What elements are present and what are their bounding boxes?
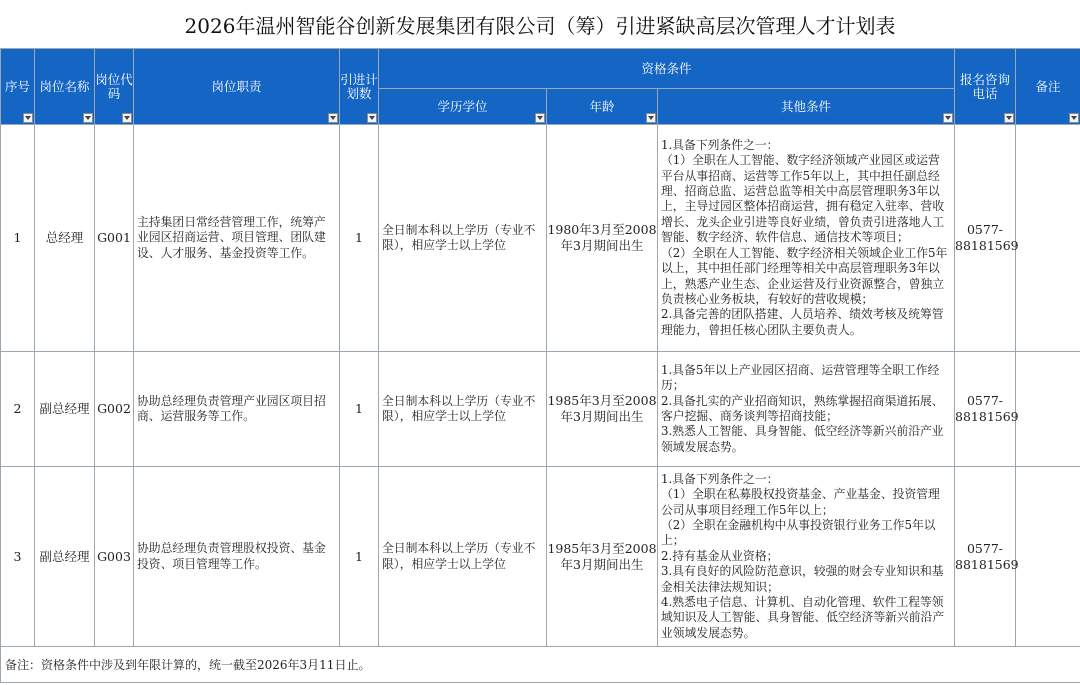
header-qualifications: 资格条件 xyxy=(379,49,955,89)
talent-plan-table xyxy=(0,48,1080,683)
header-duties[interactable]: 岗位职责 xyxy=(134,49,340,125)
cell-position-code[interactable]: G003 xyxy=(95,467,134,647)
table-row xyxy=(1,467,1080,647)
cell-remark[interactable] xyxy=(1016,352,1080,467)
filter-dropdown-icon[interactable] xyxy=(122,113,132,123)
header-position-name[interactable]: 岗位名称 xyxy=(35,49,95,125)
filter-dropdown-icon[interactable] xyxy=(23,113,33,123)
cell-education[interactable]: 全日制本科以上学历（专业不限），相应学士以上学位 xyxy=(379,352,547,467)
cell-age[interactable]: 1980年3月至2008年3月期间出生 xyxy=(547,125,658,352)
cell-plan-count[interactable]: 1 xyxy=(340,125,379,352)
header-seq[interactable]: 序号 xyxy=(1,49,35,125)
filter-dropdown-icon[interactable] xyxy=(1004,113,1014,123)
filter-dropdown-icon[interactable] xyxy=(535,113,545,123)
cell-education[interactable]: 全日制本科以上学历（专业不限），相应学士以上学位 xyxy=(379,467,547,647)
cell-position-name[interactable]: 副总经理 xyxy=(35,352,95,467)
header-phone[interactable]: 报名咨询电话 xyxy=(955,49,1016,125)
filter-dropdown-icon[interactable] xyxy=(1069,113,1079,123)
filter-dropdown-icon[interactable] xyxy=(83,113,93,123)
cell-age[interactable]: 1985年3月至2008年3月期间出生 xyxy=(547,467,658,647)
filter-dropdown-icon[interactable] xyxy=(328,113,338,123)
cell-plan-count[interactable]: 1 xyxy=(340,352,379,467)
cell-duties[interactable]: 协助总经理负责管理产业园区项目招商、运营服务等工作。 xyxy=(134,352,340,467)
cell-seq[interactable]: 3 xyxy=(1,467,35,647)
cell-remark[interactable] xyxy=(1016,125,1080,352)
cell-duties[interactable]: 协助总经理负责管理股权投资、基金投资、项目管理等工作。 xyxy=(134,467,340,647)
header-plan-count[interactable]: 引进计划数 xyxy=(340,49,379,125)
cell-phone[interactable]: 0577-88181569 xyxy=(955,352,1016,467)
header-position-code[interactable]: 岗位代码 xyxy=(95,49,134,125)
cell-phone[interactable]: 0577-88181569 xyxy=(955,125,1016,352)
cell-duties[interactable]: 主持集团日常经营管理工作，统筹产业园区招商运营、项目管理、团队建设、人才服务、基金投资等工作。 xyxy=(134,125,340,352)
cell-position-code[interactable]: G001 xyxy=(95,125,134,352)
header-age[interactable]: 年龄 xyxy=(547,89,658,125)
cell-position-name[interactable]: 总经理 xyxy=(35,125,95,352)
cell-other-conditions[interactable]: 1.具备5年以上产业园区招商、运营管理等全职工作经历； 2.具备扎实的产业招商知识，熟练掌握招商渠道拓展、客户挖掘、商务谈判等招商技能； 3.熟悉人工智能、具身智能、低空经济等新兴前沿产业领域发展态势。 xyxy=(658,352,955,467)
page-title: 2026年温州智能谷创新发展集团有限公司（筹）引进紧缺高层次管理人才计划表 xyxy=(184,13,896,38)
cell-plan-count[interactable]: 1 xyxy=(340,467,379,647)
cell-age[interactable]: 1985年3月至2008年3月期间出生 xyxy=(547,352,658,467)
cell-seq[interactable]: 2 xyxy=(1,352,35,467)
cell-seq[interactable]: 1 xyxy=(1,125,35,352)
table-row xyxy=(1,352,1080,467)
filter-dropdown-icon[interactable] xyxy=(367,113,377,123)
cell-remark[interactable] xyxy=(1016,467,1080,647)
filter-dropdown-icon[interactable] xyxy=(646,113,656,123)
footnote[interactable]: 备注：资格条件中涉及到年限计算的，统一截至2026年3月11日止。 xyxy=(1,647,1080,683)
header-education[interactable]: 学历学位 xyxy=(379,89,547,125)
cell-other-conditions[interactable]: 1.具备下列条件之一： （1）全职在私募股权投资基金、产业基金、投资管理公司从事项目经理工作5年以上； （2）全职在金融机构中从事投资银行业务工作5年以上； 2.持有基金从业资格； 3.具有良好的风险防范意识，较强的财会专业知识和基金相关法律法规知识； 4.熟悉电子信息、计算机、自动化管理、软件工程等领域知识及人工智能、具身智能、低空经济等新兴前沿产业领域发展态势。 xyxy=(658,467,955,647)
cell-phone[interactable]: 0577-88181569 xyxy=(955,467,1016,647)
header-other-conditions[interactable]: 其他条件 xyxy=(658,89,955,125)
cell-position-code[interactable]: G002 xyxy=(95,352,134,467)
cell-other-conditions[interactable]: 1.具备下列条件之一： （1）全职在人工智能、数字经济领域产业园区或运营平台从事招商、运营等工作5年以上，其中担任副总经理、招商总监、运营总监等相关中高层管理职务3年以上，主导过园区整体招商运营，拥有稳定入驻率、营收增长、龙头企业引进等良好业绩，曾负责引进落地人工智能、数字经济、软件信息、通信技术等项目； （2）全职在人工智能、数字经济相关领域企业工作5年以上，其中担任部门经理等相关中高层管理职务3年以上，熟悉产业生态、企业运营及行业资源整合，曾独立负责核心业务板块，有较好的营收规模； 2.具备完善的团队搭建、人员培养、绩效考核及统筹管理能力，曾担任核心团队主要负责人。 xyxy=(658,125,955,352)
cell-education[interactable]: 全日制本科以上学历（专业不限），相应学士以上学位 xyxy=(379,125,547,352)
note-row xyxy=(1,647,1080,683)
header-remark[interactable]: 备注 xyxy=(1016,49,1080,125)
filter-dropdown-icon[interactable] xyxy=(943,113,953,123)
table-row xyxy=(1,125,1080,352)
cell-position-name[interactable]: 副总经理 xyxy=(35,467,95,647)
